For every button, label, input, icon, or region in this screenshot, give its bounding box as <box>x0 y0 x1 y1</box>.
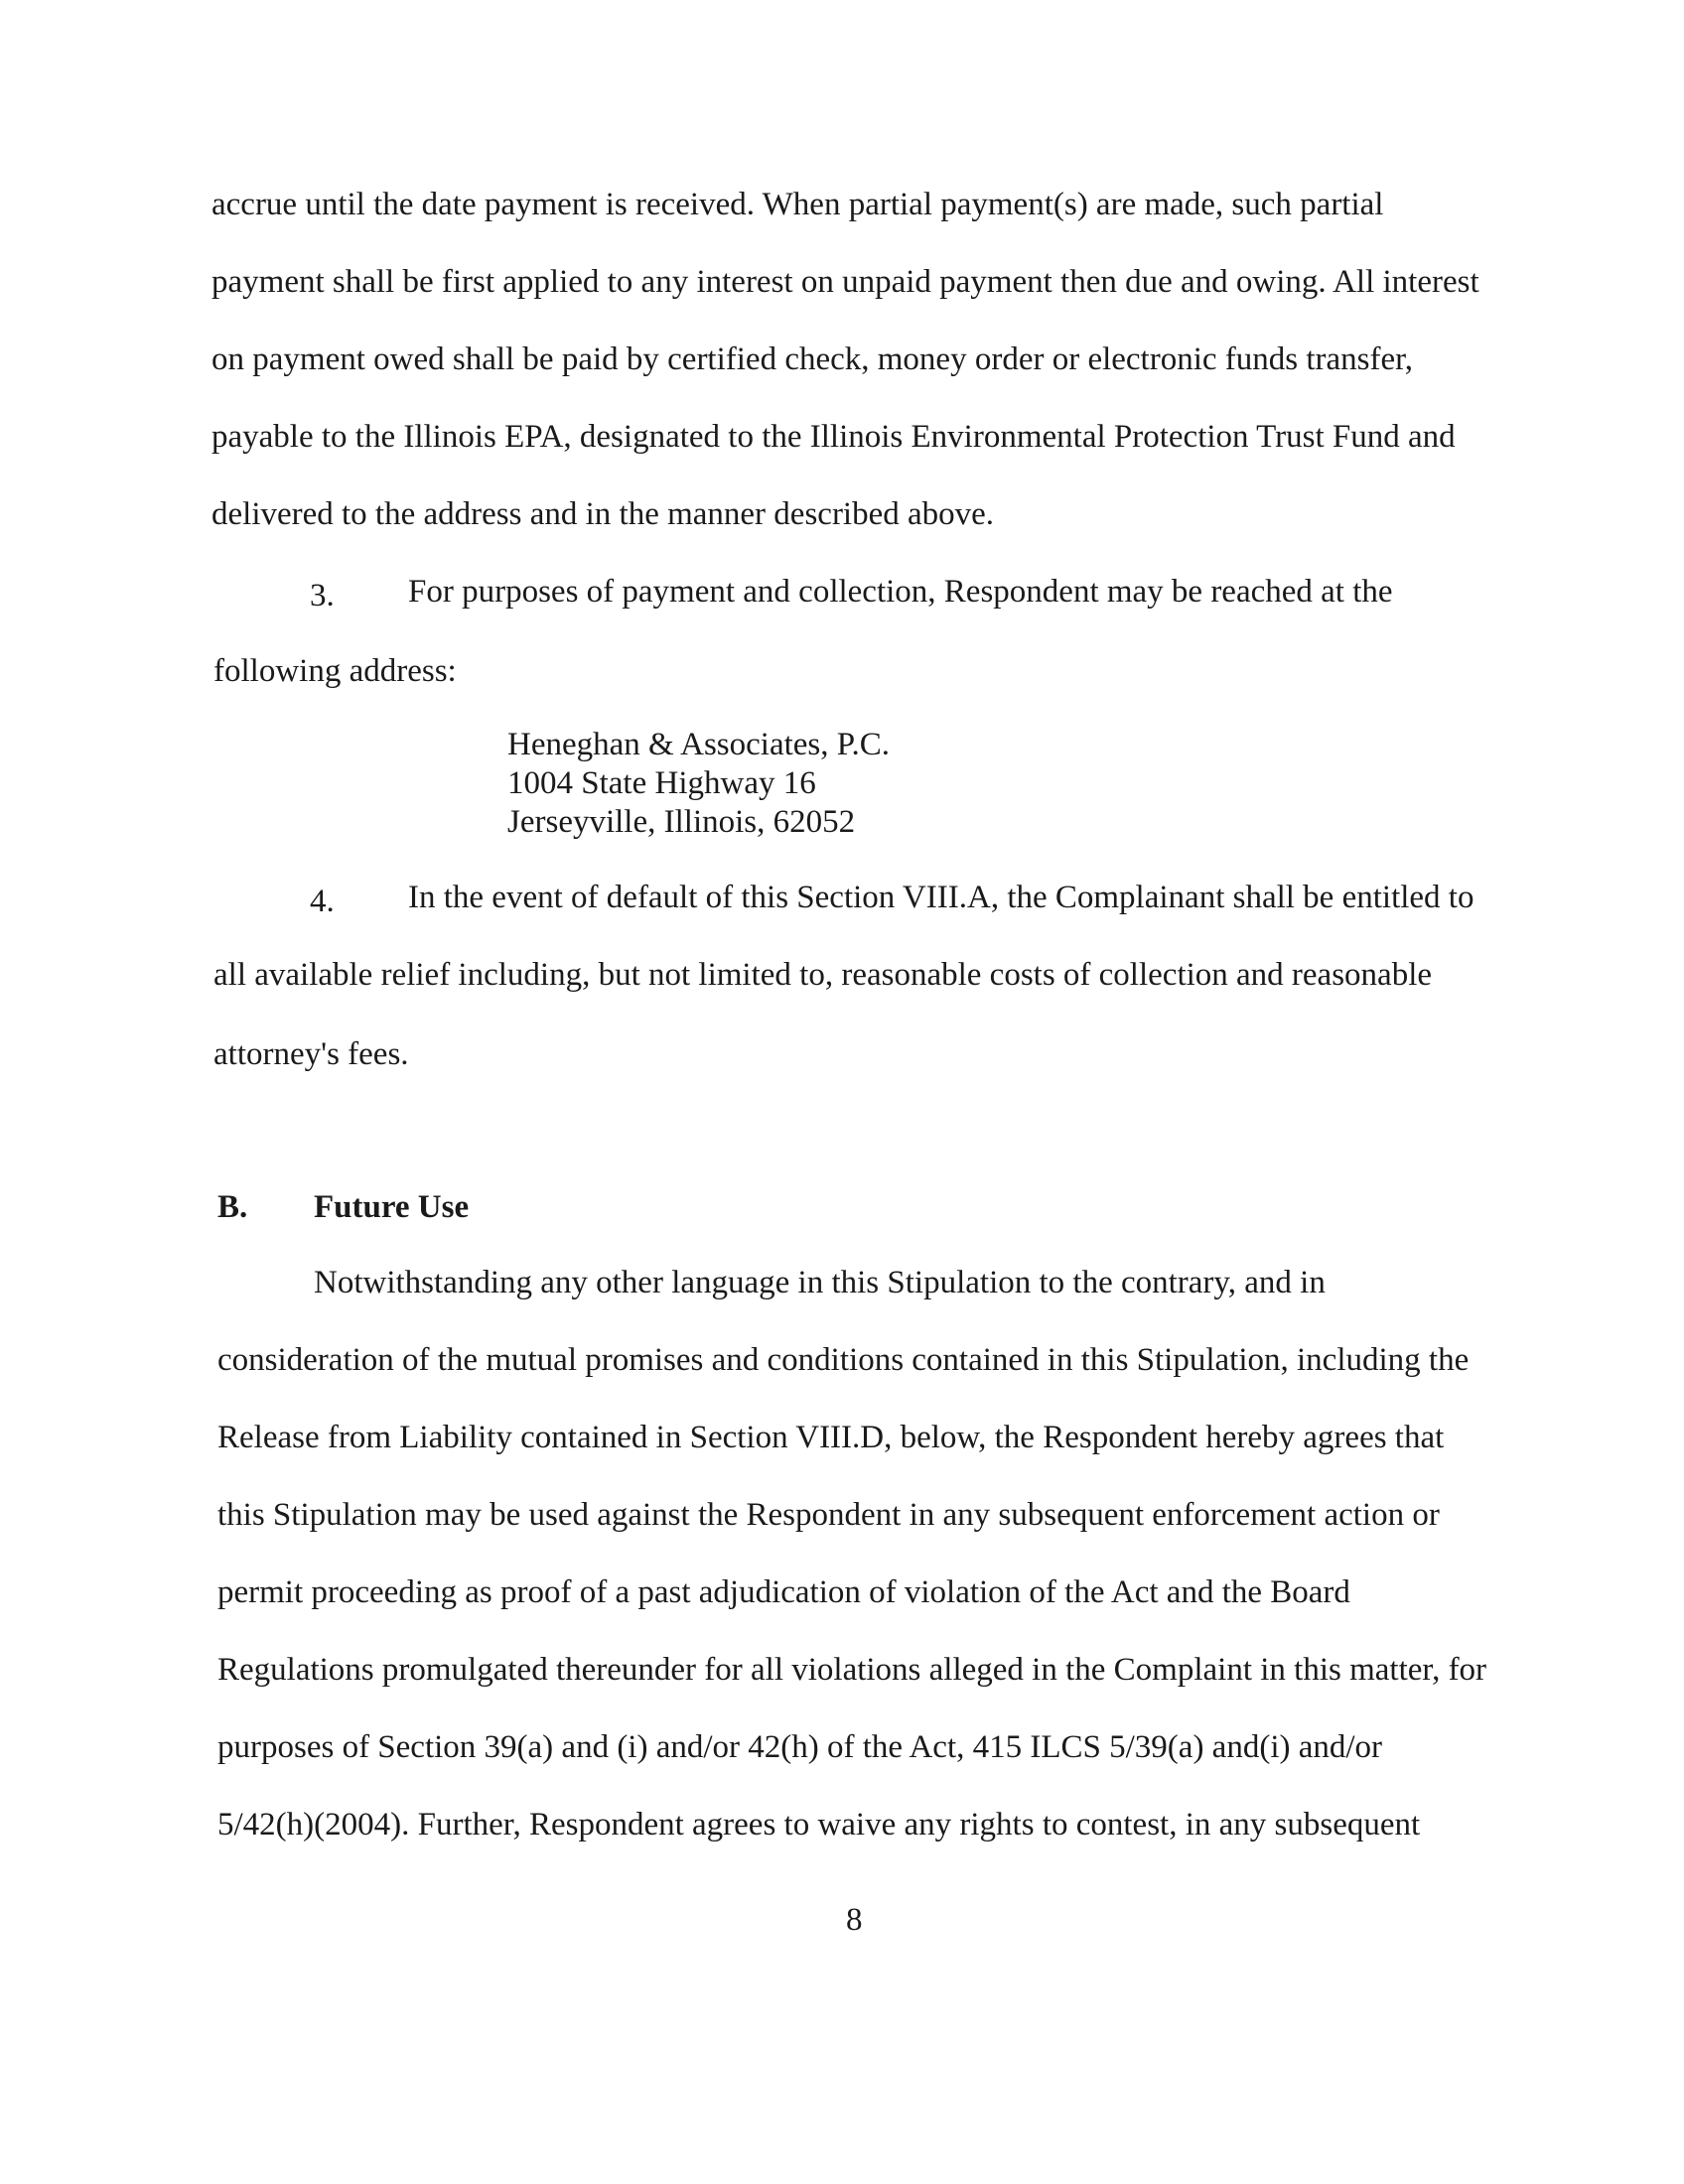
text-line: this Stipulation may be used against the Respondent in any subsequent enforcement action or <box>217 1497 1440 1533</box>
text-line: 5/42(h)(2004). Further, Respondent agrees to waive any rights to contest, in any subsequent <box>217 1807 1421 1843</box>
section-letter: B. <box>217 1189 248 1225</box>
item-number: 3. <box>310 578 335 614</box>
text-line: on payment owed shall be paid by certified check, money order or electronic funds transfer, <box>211 341 1414 377</box>
text-line: Regulations promulgated thereunder for all violations alleged in the Complaint in this matter, for <box>217 1652 1487 1688</box>
address-line: Heneghan & Associates, P.C. <box>507 727 890 762</box>
text-line: payable to the Illinois EPA, designated to the Illinois Environmental Protection Trust Fund and <box>211 419 1456 455</box>
page-number: 8 <box>846 1902 863 1938</box>
text-line: accrue until the date payment is received. When partial payment(s) are made, such partial <box>211 187 1384 222</box>
text-line: all available relief including, but not limited to, reasonable costs of collection and reasonable <box>213 957 1433 993</box>
text-line: following address: <box>213 653 457 689</box>
text-line: Release from Liability contained in Section VIII.D, below, the Respondent hereby agrees that <box>217 1420 1445 1455</box>
text-line: permit proceeding as proof of a past adjudication of violation of the Act and the Board <box>217 1574 1350 1610</box>
address-line: Jerseyville, Illinois, 62052 <box>507 804 856 840</box>
text-line: For purposes of payment and collection, Respondent may be reached at the <box>408 574 1393 610</box>
text-line: consideration of the mutual promises and conditions contained in this Stipulation, including the <box>217 1342 1470 1378</box>
text-line: payment shall be first applied to any interest on unpaid payment then due and owing. All interest <box>211 264 1479 300</box>
section-heading: Future Use <box>314 1189 470 1225</box>
text-line: Notwithstanding any other language in this Stipulation to the contrary, and in <box>314 1265 1326 1300</box>
address-line: 1004 State Highway 16 <box>507 765 816 801</box>
text-line: purposes of Section 39(a) and (i) and/or 42(h) of the Act, 415 ILCS 5/39(a) and(i) and/or <box>217 1729 1383 1765</box>
item-number: 4. <box>310 884 335 919</box>
text-line: delivered to the address and in the manner described above. <box>211 496 995 532</box>
text-line: In the event of default of this Section VIII.A, the Complainant shall be entitled to <box>408 880 1474 915</box>
text-line: attorney's fees. <box>213 1036 409 1072</box>
